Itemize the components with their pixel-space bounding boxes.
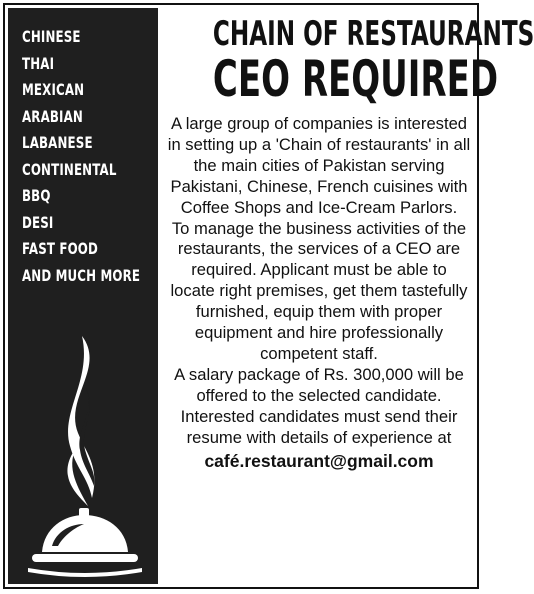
cuisine-item: FAST FOOD <box>22 239 99 258</box>
ad-content <box>163 8 534 472</box>
paragraph-intro: A large group of companies is interested in setting up a 'Chain of restaurants' in all the main cities of Pakistan serving Pakistani, Chinese, French cuisines with Coffee Shops and Ice-Cream Parlors. <box>167 114 471 217</box>
cuisine-item: MEXICAN <box>22 80 85 99</box>
cloche-with-steam-icon <box>26 328 144 583</box>
paragraph-apply: Interested candidates must send their resume with details of experience at <box>180 406 458 447</box>
cuisine-item: ARABIAN <box>22 106 83 126</box>
cuisine-item: CONTINENTAL <box>22 159 117 179</box>
paragraph-responsibilities: To manage the business activities of the restaurants, the services of a CEO are required. Applicant must be able to locate right premises, get them tastefully furnished, equip them with proper equipment and hire professionally competent staff. <box>170 218 468 363</box>
cuisine-item: AND MUCH MORE <box>22 265 141 285</box>
paragraph-salary: A salary package of Rs. 300,000 will be offered to the selected candidate. <box>174 364 464 405</box>
headline-ceo-required: CEO REQUIRED <box>212 50 499 108</box>
cuisine-item: BBQ <box>22 186 51 205</box>
cuisine-sidebar <box>8 8 158 584</box>
cuisine-item: LABANESE <box>22 133 93 152</box>
job-advertisement <box>3 3 534 589</box>
contact-email: café.restaurant@gmail.com <box>204 450 434 471</box>
cuisine-item: THAI <box>22 53 55 73</box>
cuisine-item: CHINESE <box>22 27 81 46</box>
cuisine-list <box>22 24 182 289</box>
headline-chain-of-restaurants: CHAIN OF RESTAURANTS <box>212 14 534 54</box>
cuisine-item: DESI <box>22 212 54 232</box>
